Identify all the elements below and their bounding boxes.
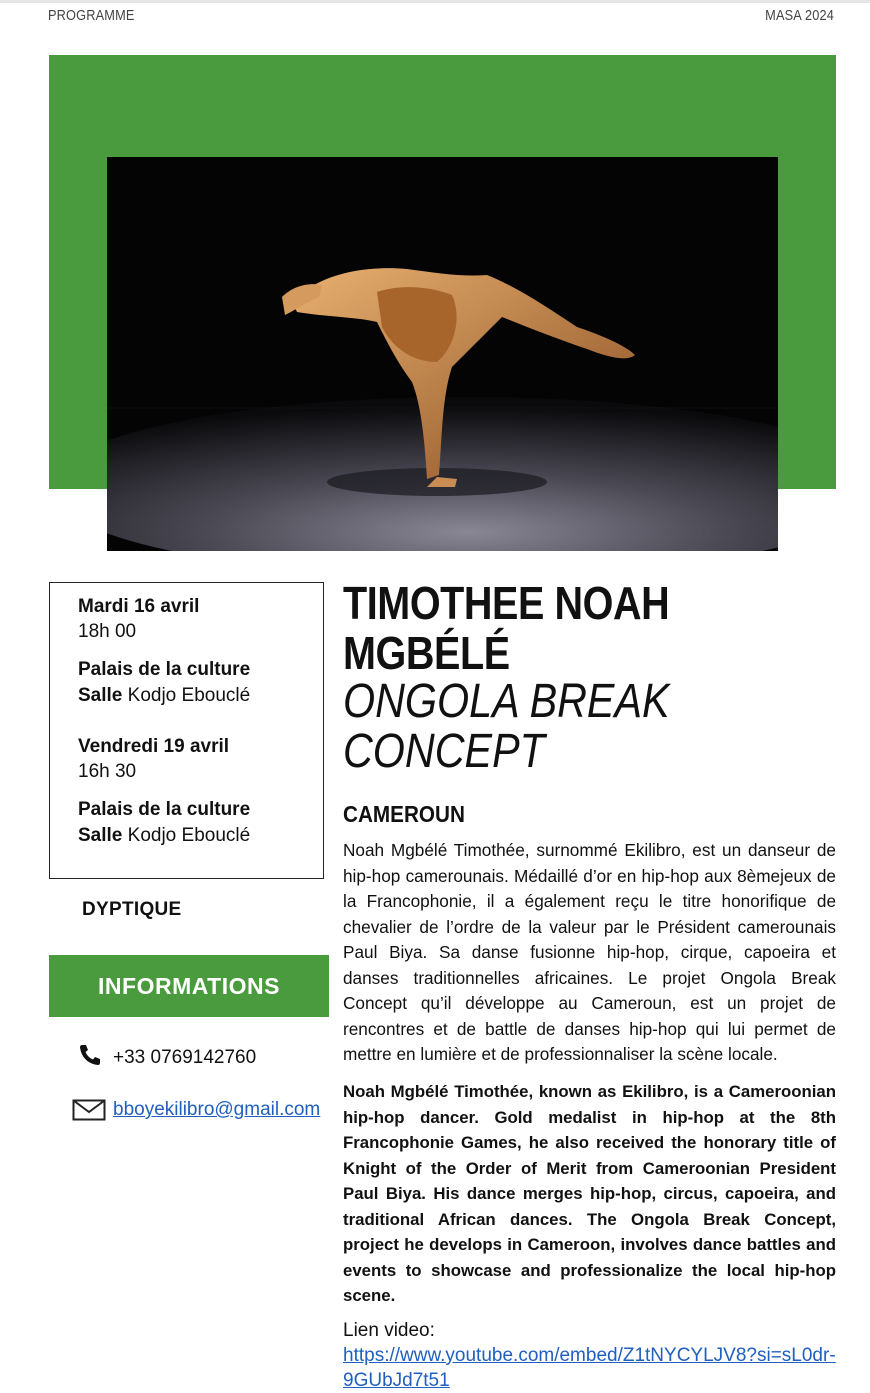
envelope-icon — [72, 1099, 106, 1121]
room-1-name: Kodjo Ebouclé — [127, 685, 251, 706]
room-2-label: Salle — [78, 825, 123, 846]
header-edition: MASA 2024 — [765, 7, 834, 24]
video-label: Lien video: — [343, 1320, 435, 1341]
time-1: 18h 00 — [78, 621, 137, 642]
schedule-box — [49, 582, 324, 879]
room-2-name: Kodjo Ebouclé — [127, 825, 251, 846]
top-rule — [0, 0, 870, 3]
header-programme: PROGRAMME — [48, 7, 135, 24]
email-link[interactable]: bboyekilibro@gmail.com — [113, 1099, 321, 1120]
date-2: Vendredi 19 avril — [78, 736, 230, 757]
category-label: DYPTIQUE — [82, 899, 182, 920]
artist-country: CAMEROUN — [343, 801, 465, 827]
dancer-photo — [107, 157, 778, 551]
room-2 — [78, 824, 250, 848]
video-url-link[interactable]: https://www.youtube.com/embed/Z1tNYCYLJV8?si=sL0dr-9GUbJd7t51 — [343, 1345, 836, 1391]
project-title: ONGOLA BREAK CONCEPT — [343, 675, 670, 778]
video-link-row — [343, 1318, 836, 1393]
venue-2: Palais de la culture — [78, 799, 251, 820]
artist-name: TIMOTHEE NOAH MGBÉLÉ — [343, 577, 670, 679]
phone-icon — [78, 1043, 102, 1067]
phone-number: +33 0769142760 — [113, 1047, 257, 1068]
time-2: 16h 30 — [78, 761, 137, 782]
informations-header: INFORMATIONS — [49, 955, 329, 1017]
description-french: Noah Mgbélé Timothée, surnommé Ekilibro, est un danseur de hip-hop camerounais. Médaillé d’or en hip-hop aux 8èmejeux de la Francophonie, il a également reçu le titre honorifique de chevalier de l’ordre de la valeur par le Président camerounais Paul Biya. Sa danse fusionne hip-hop, cirque, capoeira et danses traditionnelles africaines. Le projet Ongola Break Concept qu’il développe au Cameroun, est un projet de rencontres et de battle de danses hip-hop qui lui permet de mettre en lumière et de professionnaliser la scène locale. — [343, 840, 836, 1064]
room-1-label: Salle — [78, 685, 123, 706]
date-1: Mardi 16 avril — [78, 596, 200, 617]
venue-1: Palais de la culture — [78, 659, 251, 680]
description-english: Noah Mgbélé Timothée, known as Ekilibro, is a Cameroonian hip-hop dancer. Gold medalist in hip-hop at the 8th Francophonie Games, he also received the honorary title of Knight of the Order of Merit from Cameroonian President Paul Biya. His dance merges hip-hop, circus, capoeira, and traditional African dances. The Ongola Break Concept, project he develops in Cameroon, involves dance battles and events to showcase and professionalize the local hip-hop scene. — [343, 1082, 836, 1305]
room-1 — [78, 684, 250, 708]
